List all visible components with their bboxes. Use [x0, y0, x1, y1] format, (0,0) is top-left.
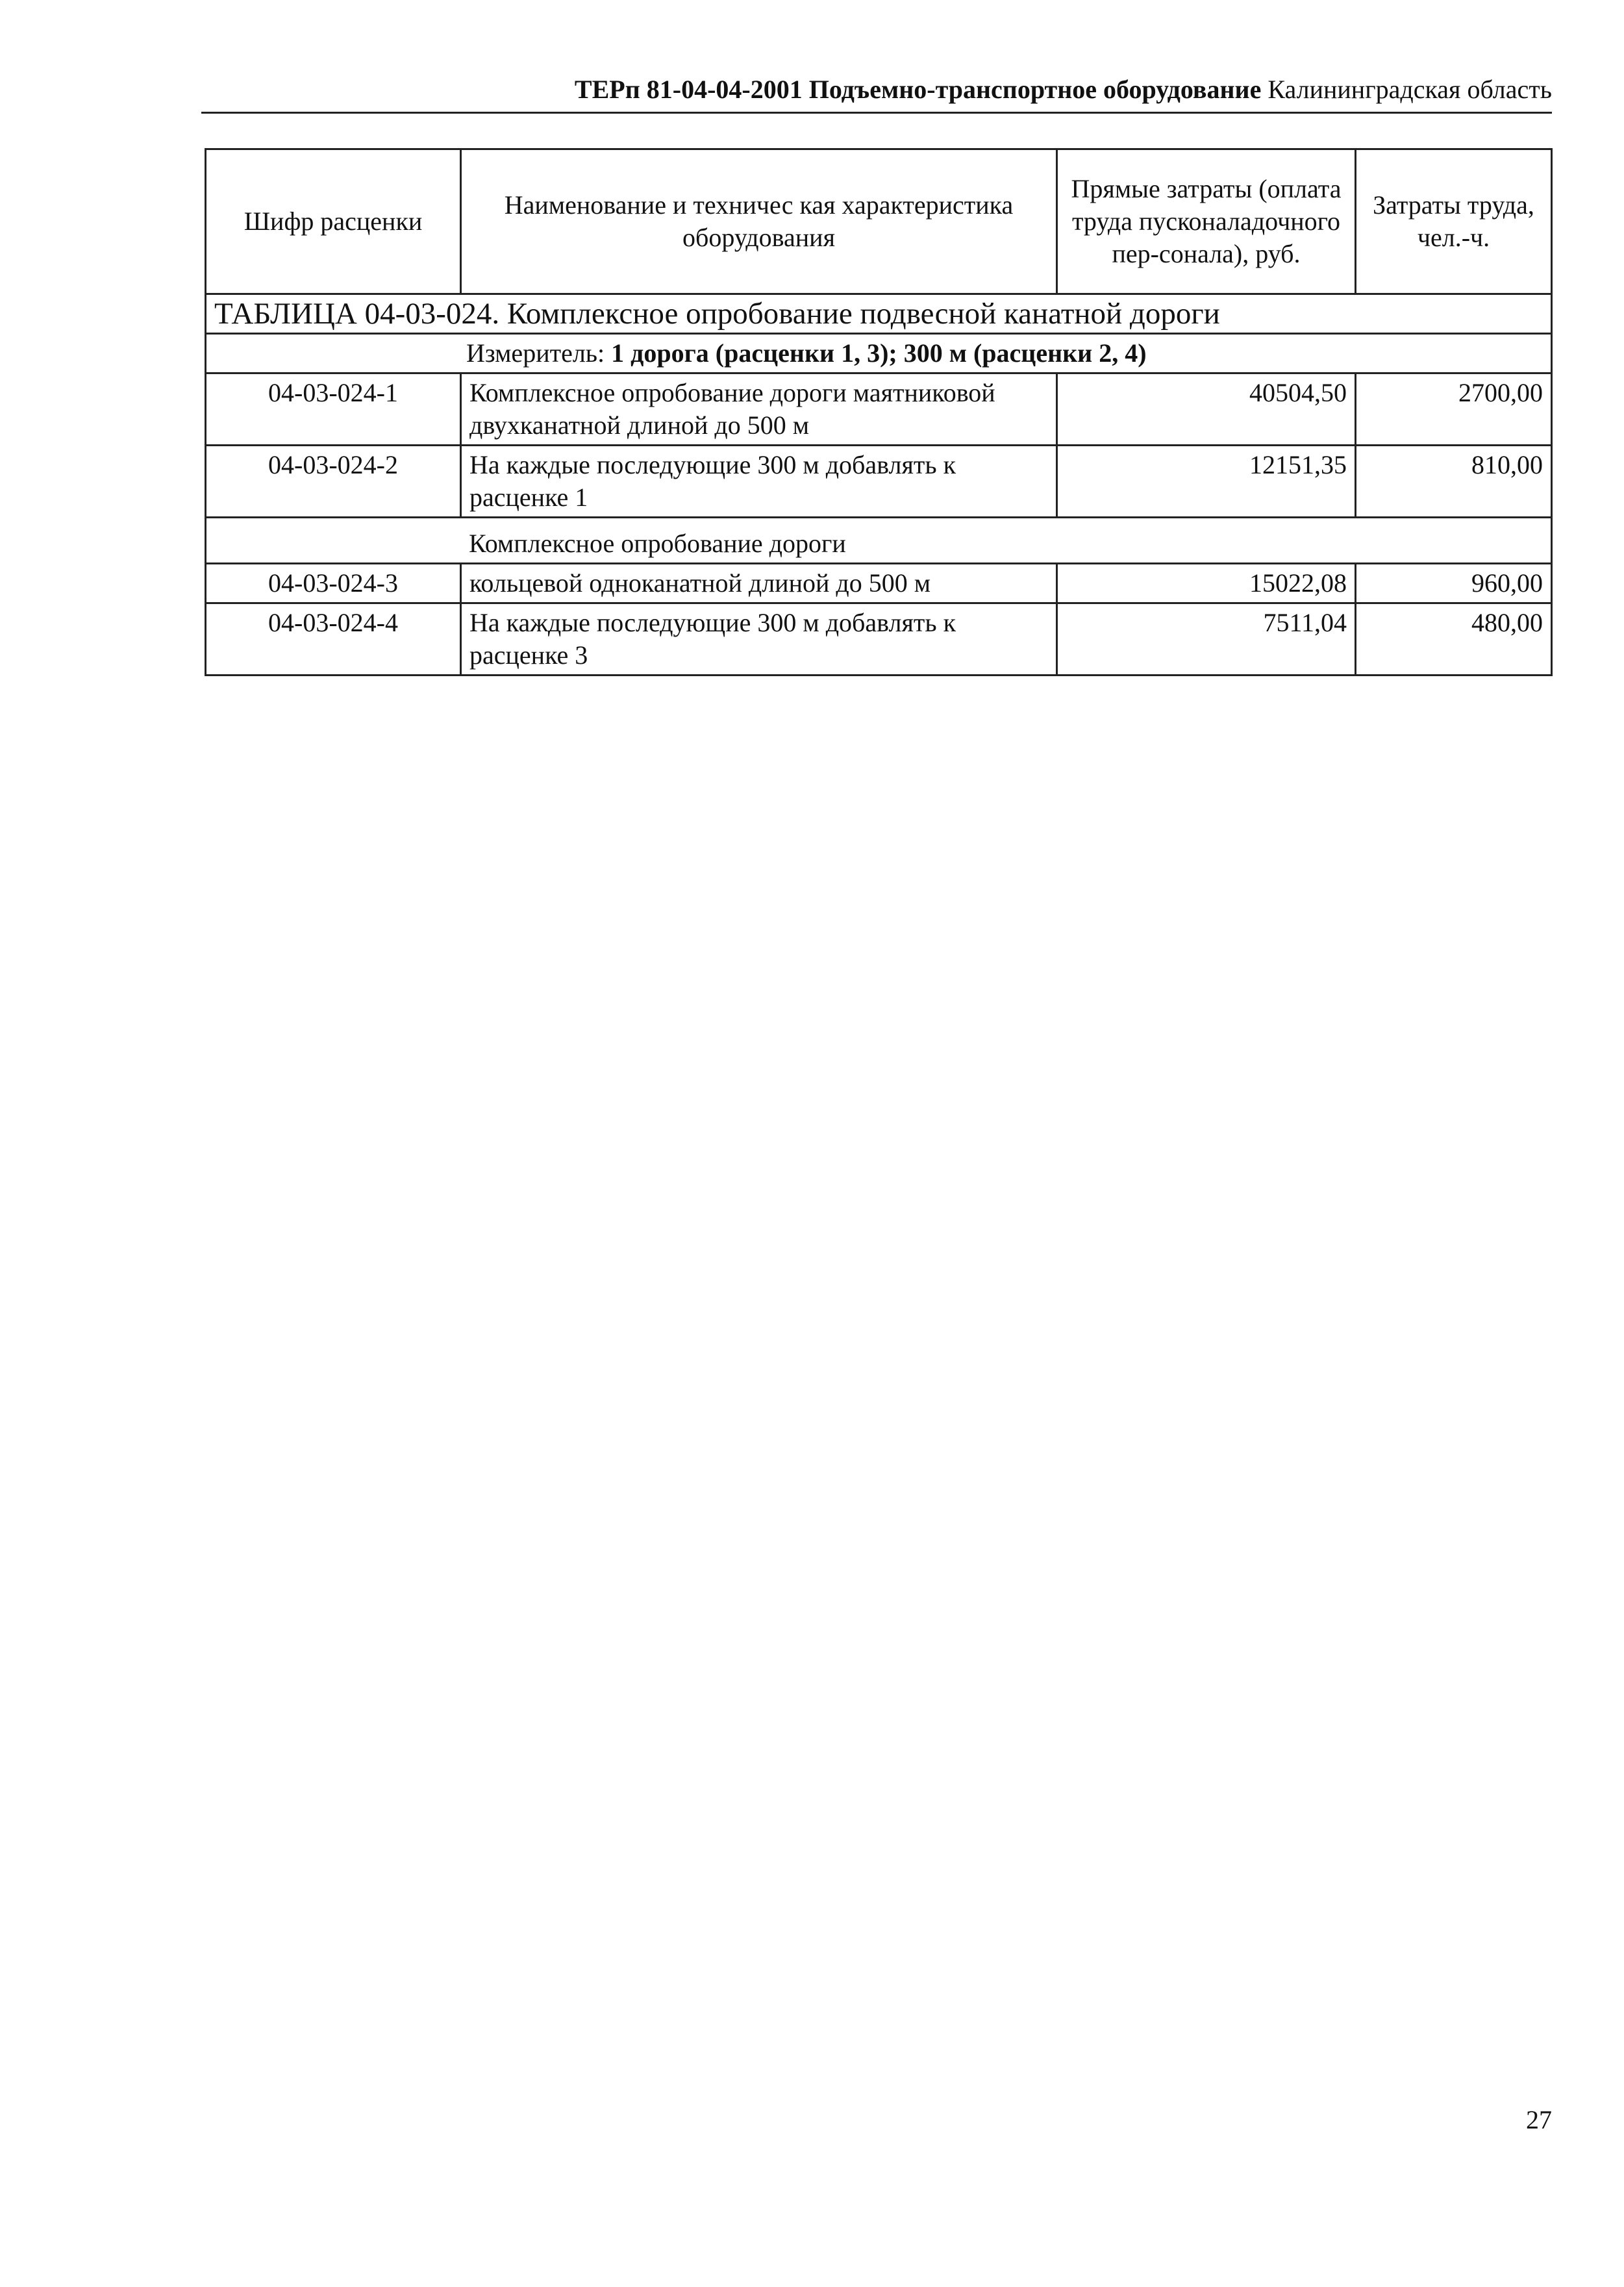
page-header	[201, 71, 1552, 114]
table-header-row	[206, 149, 1552, 294]
rate-code: 04-03-024-1	[206, 373, 461, 446]
rate-name: Комплексное опробование дороги маятниковой двухканатной длиной до 500 м	[461, 373, 1057, 446]
measure-unit	[206, 334, 1552, 373]
column-header-code: Шифр расценки	[206, 149, 461, 294]
rate-labor: 480,00	[1356, 603, 1552, 676]
header-region: Калининградская область	[1268, 75, 1552, 104]
column-header-labor: Затраты труда, чел.-ч.	[1356, 149, 1552, 294]
rate-cost: 15022,08	[1057, 564, 1356, 603]
column-header-direct-costs: Прямые затраты (оплата труда пусконаладочного пер-сонала), руб.	[1057, 149, 1356, 294]
page-number: 27	[1526, 2105, 1552, 2134]
rate-labor: 810,00	[1356, 446, 1552, 518]
rate-code: 04-03-024-4	[206, 603, 461, 676]
rate-name: На каждые последующие 300 м добавлять к расценке 3	[461, 603, 1057, 676]
table-title: ТАБЛИЦА 04-03-024. Комплексное опробование подвесной канатной дороги	[206, 294, 1552, 334]
measure-row	[206, 334, 1552, 373]
rate-name: На каждые последующие 300 м добавлять к расценке 1	[461, 446, 1057, 518]
rate-labor: 960,00	[1356, 564, 1552, 603]
rate-code: 04-03-024-3	[206, 564, 461, 603]
column-header-name: Наименование и техничес кая характеристика оборудования	[461, 149, 1057, 294]
rate-cost: 40504,50	[1057, 373, 1356, 446]
table-row	[206, 446, 1552, 518]
header-document-title: ТЕРп 81-04-04-2001 Подъемно-транспортное оборудование	[574, 75, 1262, 104]
table-title-row	[206, 294, 1552, 334]
rate-name: кольцевой одноканатной длиной до 500 м	[461, 564, 1057, 603]
subheading: Комплексное опробование дороги	[206, 518, 1552, 564]
table-row	[206, 564, 1552, 603]
subheading-row	[206, 518, 1552, 564]
rate-labor: 2700,00	[1356, 373, 1552, 446]
table-row	[206, 603, 1552, 676]
rates-table	[205, 148, 1553, 676]
table-row	[206, 373, 1552, 446]
rate-cost: 12151,35	[1057, 446, 1356, 518]
rate-code: 04-03-024-2	[206, 446, 461, 518]
rate-cost: 7511,04	[1057, 603, 1356, 676]
measure-label: Измеритель:	[466, 338, 605, 368]
measure-value: 1 дорога (расценки 1, 3); 300 м (расценки 2, 4)	[611, 338, 1147, 368]
